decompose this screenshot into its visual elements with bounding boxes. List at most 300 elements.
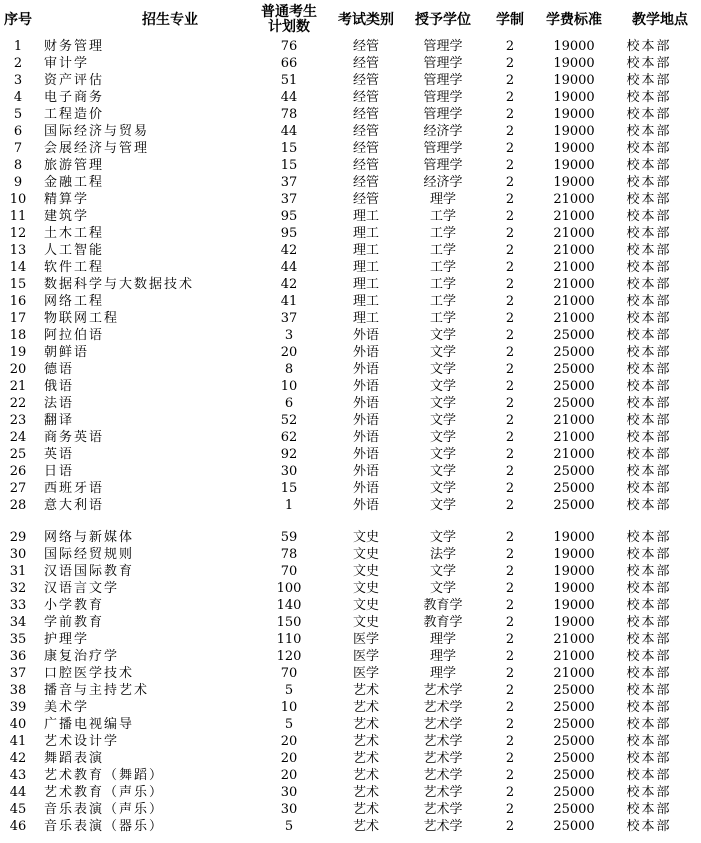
cell-major: 艺术教育（声乐）: [44, 785, 165, 800]
cell-no: 45: [9, 802, 27, 817]
cell-location: 校本部: [626, 175, 672, 190]
cell-years: 2: [505, 447, 515, 462]
cell-years: 2: [505, 632, 515, 647]
cell-plan: 95: [280, 209, 298, 224]
cell-degree: 管理学: [423, 141, 463, 156]
cell-years: 2: [505, 430, 515, 445]
cell-exam-type: 艺术: [352, 734, 379, 749]
cell-fee: 25000: [553, 498, 595, 513]
table-row: [0, 395, 701, 412]
cell-no: 12: [9, 226, 27, 241]
table-row: [0, 106, 701, 123]
table-row: [0, 767, 701, 784]
cell-exam-type: 经管: [352, 107, 379, 122]
cell-location: 校本部: [626, 768, 672, 783]
cell-years: 2: [505, 328, 515, 343]
cell-plan: 70: [280, 564, 298, 579]
cell-exam-type: 医学: [352, 632, 379, 647]
table-row: [0, 191, 701, 208]
cell-fee: 25000: [553, 819, 595, 834]
table-row: [0, 310, 701, 327]
cell-exam-type: 文史: [352, 581, 379, 596]
cell-no: 29: [9, 530, 27, 545]
cell-fee: 19000: [553, 564, 595, 579]
table-row: [0, 446, 701, 463]
cell-plan: 92: [280, 447, 298, 462]
cell-plan: 15: [280, 481, 298, 496]
cell-plan: 6: [284, 396, 294, 411]
cell-major: 音乐表演（器乐）: [44, 819, 165, 834]
cell-exam-type: 理工: [352, 209, 379, 224]
cell-degree: 文学: [429, 530, 456, 545]
table-row: [0, 631, 701, 648]
cell-exam-type: 文史: [352, 564, 379, 579]
table-row: [0, 140, 701, 157]
cell-plan: 5: [284, 683, 294, 698]
cell-no: 5: [13, 107, 23, 122]
table-row: [0, 174, 701, 191]
cell-major: 护理学: [44, 632, 90, 647]
cell-years: 2: [505, 464, 515, 479]
cell-plan: 5: [284, 717, 294, 732]
table-row: [0, 412, 701, 429]
cell-years: 2: [505, 39, 515, 54]
cell-location: 校本部: [626, 73, 672, 88]
cell-location: 校本部: [626, 564, 672, 579]
cell-degree: 文学: [429, 396, 456, 411]
cell-no: 1: [13, 39, 23, 54]
cell-exam-type: 经管: [352, 124, 379, 139]
header-plan-line1: 普通考生: [261, 4, 317, 20]
cell-major: 国际经济与贸易: [44, 124, 150, 139]
cell-major: 国际经贸规则: [44, 547, 135, 562]
cell-major: 汉语国际教育: [44, 564, 135, 579]
cell-fee: 25000: [553, 734, 595, 749]
cell-location: 校本部: [626, 158, 672, 173]
cell-degree: 工学: [429, 294, 456, 309]
cell-exam-type: 外语: [352, 464, 379, 479]
cell-plan: 100: [276, 581, 302, 596]
cell-years: 2: [505, 277, 515, 292]
cell-location: 校本部: [626, 39, 672, 54]
cell-no: 38: [9, 683, 27, 698]
table-row: [0, 597, 701, 614]
cell-location: 校本部: [626, 396, 672, 411]
cell-years: 2: [505, 158, 515, 173]
cell-years: 2: [505, 90, 515, 105]
cell-major: 人工智能: [44, 243, 105, 258]
cell-degree: 艺术学: [423, 700, 463, 715]
cell-exam-type: 外语: [352, 481, 379, 496]
cell-degree: 文学: [429, 581, 456, 596]
cell-no: 9: [13, 175, 23, 190]
cell-fee: 21000: [553, 311, 595, 326]
cell-major: 日语: [44, 464, 75, 479]
header-fee: 学费标准: [546, 11, 602, 28]
header-degree: 授予学位: [415, 11, 471, 28]
header-plan-line2: 计划数: [268, 19, 310, 35]
table-row: [0, 276, 701, 293]
table-row: [0, 699, 701, 716]
cell-fee: 21000: [553, 192, 595, 207]
cell-exam-type: 艺术: [352, 785, 379, 800]
cell-plan: 1: [284, 498, 294, 513]
header-major: 招生专业: [142, 11, 198, 28]
cell-major: 土木工程: [44, 226, 105, 241]
cell-fee: 25000: [553, 328, 595, 343]
cell-plan: 42: [280, 277, 298, 292]
cell-exam-type: 经管: [352, 39, 379, 54]
cell-major: 俄语: [44, 379, 75, 394]
cell-location: 校本部: [626, 547, 672, 562]
cell-plan: 42: [280, 243, 298, 258]
cell-exam-type: 理工: [352, 243, 379, 258]
cell-degree: 管理学: [423, 107, 463, 122]
cell-degree: 文学: [429, 362, 456, 377]
cell-major: 法语: [44, 396, 75, 411]
cell-plan: 110: [276, 632, 302, 647]
cell-fee: 19000: [553, 598, 595, 613]
cell-plan: 70: [280, 666, 298, 681]
cell-major: 口腔医学技术: [44, 666, 135, 681]
cell-exam-type: 外语: [352, 396, 379, 411]
cell-location: 校本部: [626, 379, 672, 394]
cell-fee: 25000: [553, 396, 595, 411]
cell-fee: 21000: [553, 413, 595, 428]
header-years: 学制: [496, 11, 524, 28]
cell-years: 2: [505, 311, 515, 326]
table-row: [0, 72, 701, 89]
cell-plan: 30: [280, 464, 298, 479]
cell-years: 2: [505, 649, 515, 664]
cell-major: 物联网工程: [44, 311, 120, 326]
cell-degree: 管理学: [423, 73, 463, 88]
cell-degree: 管理学: [423, 90, 463, 105]
cell-major: 艺术设计学: [44, 734, 120, 749]
cell-no: 18: [9, 328, 27, 343]
cell-no: 16: [9, 294, 27, 309]
cell-years: 2: [505, 547, 515, 562]
cell-location: 校本部: [626, 530, 672, 545]
table-row: [0, 546, 701, 563]
cell-years: 2: [505, 396, 515, 411]
cell-no: 8: [13, 158, 23, 173]
cell-location: 校本部: [626, 683, 672, 698]
cell-years: 2: [505, 581, 515, 596]
cell-exam-type: 艺术: [352, 683, 379, 698]
cell-plan: 52: [280, 413, 298, 428]
cell-exam-type: 外语: [352, 498, 379, 513]
cell-years: 2: [505, 700, 515, 715]
cell-plan: 8: [284, 362, 294, 377]
cell-major: 小学教育: [44, 598, 105, 613]
cell-years: 2: [505, 260, 515, 275]
cell-no: 46: [9, 819, 27, 834]
cell-no: 32: [9, 581, 27, 596]
cell-plan: 44: [280, 260, 298, 275]
cell-location: 校本部: [626, 751, 672, 766]
cell-exam-type: 艺术: [352, 751, 379, 766]
cell-plan: 10: [280, 700, 298, 715]
cell-no: 19: [9, 345, 27, 360]
cell-fee: 19000: [553, 124, 595, 139]
table-row: [0, 529, 701, 546]
cell-exam-type: 经管: [352, 90, 379, 105]
cell-location: 校本部: [626, 209, 672, 224]
cell-degree: 教育学: [423, 615, 463, 630]
cell-exam-type: 外语: [352, 447, 379, 462]
cell-no: 30: [9, 547, 27, 562]
cell-years: 2: [505, 379, 515, 394]
cell-no: 13: [9, 243, 27, 258]
cell-plan: 3: [284, 328, 294, 343]
cell-plan: 95: [280, 226, 298, 241]
cell-exam-type: 理工: [352, 311, 379, 326]
cell-years: 2: [505, 481, 515, 496]
cell-fee: 19000: [553, 615, 595, 630]
cell-exam-type: 外语: [352, 345, 379, 360]
table-row: [0, 750, 701, 767]
cell-no: 23: [9, 413, 27, 428]
cell-location: 校本部: [626, 243, 672, 258]
cell-years: 2: [505, 56, 515, 71]
cell-plan: 37: [280, 192, 298, 207]
header-exam-type: 考试类别: [338, 11, 394, 28]
cell-major: 软件工程: [44, 260, 105, 275]
cell-fee: 25000: [553, 751, 595, 766]
table-row: [0, 123, 701, 140]
cell-location: 校本部: [626, 328, 672, 343]
cell-location: 校本部: [626, 666, 672, 681]
cell-exam-type: 理工: [352, 294, 379, 309]
cell-degree: 经济学: [423, 124, 463, 139]
cell-no: 14: [9, 260, 27, 275]
cell-location: 校本部: [626, 581, 672, 596]
cell-major: 阿拉伯语: [44, 328, 105, 343]
header-location: 教学地点: [632, 11, 688, 28]
cell-years: 2: [505, 717, 515, 732]
cell-major: 精算学: [44, 192, 90, 207]
cell-no: 44: [9, 785, 27, 800]
cell-exam-type: 文史: [352, 530, 379, 545]
cell-exam-type: 医学: [352, 649, 379, 664]
cell-degree: 理学: [429, 649, 456, 664]
cell-plan: 30: [280, 802, 298, 817]
cell-major: 汉语言文学: [44, 581, 120, 596]
cell-fee: 21000: [553, 243, 595, 258]
table-row: [0, 716, 701, 733]
cell-degree: 文学: [429, 564, 456, 579]
table-row: [0, 157, 701, 174]
cell-degree: 工学: [429, 260, 456, 275]
cell-fee: 21000: [553, 430, 595, 445]
cell-no: 34: [9, 615, 27, 630]
cell-no: 21: [9, 379, 27, 394]
table-row: [0, 801, 701, 818]
cell-plan: 120: [276, 649, 302, 664]
cell-no: 39: [9, 700, 27, 715]
cell-no: 31: [9, 564, 27, 579]
cell-plan: 44: [280, 90, 298, 105]
cell-major: 英语: [44, 447, 75, 462]
cell-years: 2: [505, 141, 515, 156]
cell-fee: 25000: [553, 683, 595, 698]
cell-exam-type: 经管: [352, 158, 379, 173]
cell-degree: 工学: [429, 226, 456, 241]
cell-years: 2: [505, 124, 515, 139]
cell-years: 2: [505, 734, 515, 749]
table-row: [0, 89, 701, 106]
cell-degree: 工学: [429, 277, 456, 292]
cell-no: 20: [9, 362, 27, 377]
cell-years: 2: [505, 345, 515, 360]
cell-major: 广播电视编导: [44, 717, 135, 732]
cell-major: 会展经济与管理: [44, 141, 150, 156]
cell-location: 校本部: [626, 294, 672, 309]
cell-degree: 法学: [429, 547, 456, 562]
cell-major: 电子商务: [44, 90, 105, 105]
cell-no: 26: [9, 464, 27, 479]
cell-degree: 文学: [429, 328, 456, 343]
cell-fee: 19000: [553, 39, 595, 54]
cell-fee: 19000: [553, 158, 595, 173]
table-row: [0, 242, 701, 259]
cell-location: 校本部: [626, 481, 672, 496]
cell-degree: 艺术学: [423, 751, 463, 766]
cell-fee: 21000: [553, 649, 595, 664]
cell-exam-type: 艺术: [352, 768, 379, 783]
cell-fee: 19000: [553, 547, 595, 562]
cell-fee: 25000: [553, 464, 595, 479]
cell-years: 2: [505, 666, 515, 681]
cell-major: 播音与主持艺术: [44, 683, 150, 698]
table-row: [0, 648, 701, 665]
cell-plan: 59: [280, 530, 298, 545]
cell-no: 36: [9, 649, 27, 664]
cell-exam-type: 外语: [352, 379, 379, 394]
table-row: [0, 38, 701, 55]
cell-years: 2: [505, 530, 515, 545]
cell-degree: 文学: [429, 345, 456, 360]
cell-degree: 艺术学: [423, 683, 463, 698]
table-row: [0, 208, 701, 225]
cell-no: 33: [9, 598, 27, 613]
table-row: [0, 361, 701, 378]
cell-location: 校本部: [626, 498, 672, 513]
table-row: [0, 480, 701, 497]
cell-location: 校本部: [626, 447, 672, 462]
table-row: [0, 293, 701, 310]
cell-fee: 25000: [553, 785, 595, 800]
cell-plan: 10: [280, 379, 298, 394]
header-no: 序号: [4, 11, 32, 28]
table-row: [0, 665, 701, 682]
cell-exam-type: 外语: [352, 328, 379, 343]
cell-location: 校本部: [626, 124, 672, 139]
cell-major: 旅游管理: [44, 158, 105, 173]
cell-major: 审计学: [44, 56, 90, 71]
cell-fee: 25000: [553, 802, 595, 817]
cell-fee: 19000: [553, 56, 595, 71]
cell-major: 金融工程: [44, 175, 105, 190]
cell-major: 美术学: [44, 700, 90, 715]
cell-exam-type: 艺术: [352, 819, 379, 834]
cell-no: 2: [13, 56, 23, 71]
table-row: [0, 225, 701, 242]
cell-fee: 19000: [553, 530, 595, 545]
cell-years: 2: [505, 683, 515, 698]
cell-plan: 62: [280, 430, 298, 445]
table-row: [0, 344, 701, 361]
table-row: [0, 818, 701, 835]
cell-degree: 艺术学: [423, 717, 463, 732]
cell-years: 2: [505, 209, 515, 224]
cell-plan: 30: [280, 785, 298, 800]
cell-no: 11: [9, 209, 27, 224]
cell-no: 43: [9, 768, 27, 783]
cell-exam-type: 文史: [352, 547, 379, 562]
cell-plan: 150: [276, 615, 302, 630]
cell-degree: 理学: [429, 632, 456, 647]
cell-plan: 66: [280, 56, 298, 71]
cell-degree: 经济学: [423, 175, 463, 190]
cell-no: 15: [9, 277, 27, 292]
cell-years: 2: [505, 498, 515, 513]
cell-years: 2: [505, 802, 515, 817]
cell-location: 校本部: [626, 260, 672, 275]
cell-fee: 19000: [553, 581, 595, 596]
cell-location: 校本部: [626, 700, 672, 715]
cell-location: 校本部: [626, 226, 672, 241]
cell-years: 2: [505, 785, 515, 800]
cell-plan: 15: [280, 141, 298, 156]
cell-exam-type: 理工: [352, 260, 379, 275]
cell-fee: 21000: [553, 666, 595, 681]
cell-major: 西班牙语: [44, 481, 105, 496]
cell-location: 校本部: [626, 717, 672, 732]
cell-major: 德语: [44, 362, 75, 377]
cell-no: 4: [13, 90, 23, 105]
cell-degree: 文学: [429, 413, 456, 428]
cell-plan: 15: [280, 158, 298, 173]
cell-fee: 19000: [553, 73, 595, 88]
cell-location: 校本部: [626, 413, 672, 428]
cell-location: 校本部: [626, 311, 672, 326]
table-row: [0, 733, 701, 750]
cell-years: 2: [505, 294, 515, 309]
cell-fee: 19000: [553, 141, 595, 156]
cell-fee: 25000: [553, 717, 595, 732]
cell-location: 校本部: [626, 345, 672, 360]
cell-location: 校本部: [626, 615, 672, 630]
cell-plan: 20: [280, 345, 298, 360]
cell-fee: 19000: [553, 175, 595, 190]
cell-years: 2: [505, 768, 515, 783]
cell-major: 建筑学: [44, 209, 90, 224]
cell-exam-type: 理工: [352, 277, 379, 292]
cell-years: 2: [505, 73, 515, 88]
cell-major: 商务英语: [44, 430, 105, 445]
cell-no: 22: [9, 396, 27, 411]
cell-fee: 25000: [553, 700, 595, 715]
cell-degree: 艺术学: [423, 785, 463, 800]
table-row: [0, 429, 701, 446]
cell-exam-type: 经管: [352, 141, 379, 156]
cell-major: 数据科学与大数据技术: [44, 277, 195, 292]
cell-degree: 艺术学: [423, 734, 463, 749]
cell-degree: 文学: [429, 430, 456, 445]
cell-degree: 工学: [429, 209, 456, 224]
